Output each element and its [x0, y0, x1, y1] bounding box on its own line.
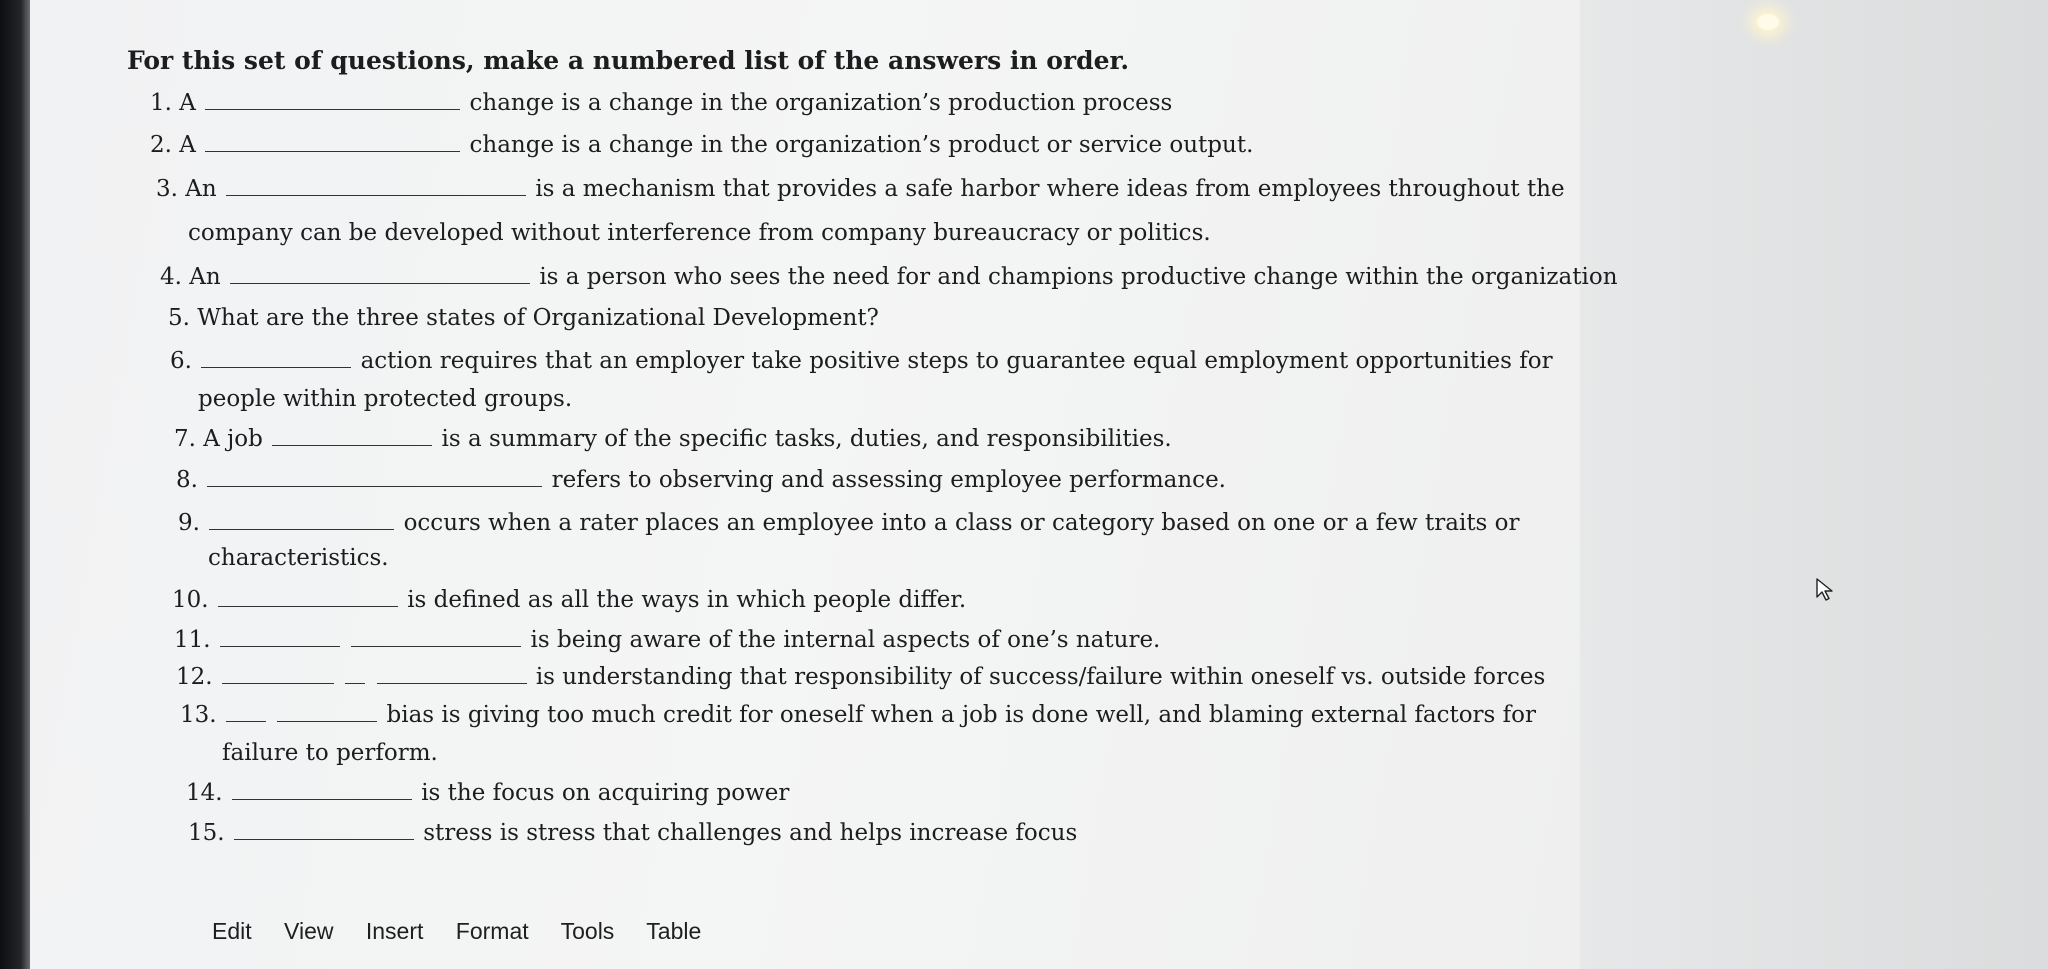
question-9-continuation: characteristics.	[208, 545, 389, 571]
answer-blank[interactable]	[207, 466, 542, 487]
question-11	[174, 625, 1160, 655]
question-3-continuation: company can be developed without interference from company bureaucracy or politics.	[188, 220, 1211, 246]
answer-blank[interactable]	[226, 701, 266, 722]
question-number: 11.	[174, 627, 211, 653]
question-8	[176, 465, 1226, 495]
question-text: change is a change in the organization’s product or service output.	[469, 132, 1254, 158]
menu-format[interactable]: Format	[455, 918, 529, 944]
menu-tools[interactable]: Tools	[560, 918, 615, 944]
menu-edit[interactable]: Edit	[212, 918, 252, 944]
question-text: refers to observing and assessing employee performance.	[551, 467, 1226, 493]
answer-blank[interactable]	[351, 626, 521, 647]
question-number: 6.	[170, 348, 192, 374]
screen-glare	[1757, 14, 1779, 30]
question-number: 7. A job	[174, 426, 263, 452]
answer-blank[interactable]	[377, 663, 527, 684]
mouse-pointer-icon	[1815, 578, 1835, 602]
editor-menu-bar	[212, 918, 727, 945]
answer-blank[interactable]	[232, 779, 412, 800]
question-number: 5.	[168, 305, 190, 331]
question-number: 8.	[176, 467, 198, 493]
instructions-heading: For this set of questions, make a numbered list of the answers in order.	[127, 46, 1130, 75]
question-number: 12.	[176, 664, 213, 690]
answer-blank[interactable]	[272, 425, 432, 446]
answer-blank[interactable]	[201, 347, 351, 368]
question-number: 3. An	[156, 176, 217, 202]
question-1	[150, 88, 1172, 118]
question-text: is a mechanism that provides a safe harbor where ideas from employees throughout the	[535, 176, 1565, 202]
answer-blank[interactable]	[209, 509, 394, 530]
question-text: is understanding that responsibility of success/failure within oneself vs. outside forces	[535, 664, 1546, 690]
menu-insert[interactable]: Insert	[365, 918, 424, 944]
question-number: 9.	[178, 510, 200, 536]
question-number: 13.	[180, 702, 217, 728]
question-number: 1. A	[150, 90, 196, 116]
question-text: is a summary of the specific tasks, duties, and responsibilities.	[441, 426, 1172, 452]
question-text: What are the three states of Organizational Development?	[197, 305, 879, 331]
question-text: is a person who sees the need for and champions productive change within the organization	[539, 264, 1618, 290]
question-text: stress is stress that challenges and helps increase focus	[423, 820, 1078, 846]
answer-blank[interactable]	[345, 663, 365, 684]
question-3	[156, 174, 1565, 204]
question-number: 14.	[186, 780, 223, 806]
question-6	[170, 346, 1553, 376]
question-9	[178, 508, 1520, 538]
question-14	[186, 778, 789, 808]
question-13-continuation: failure to perform.	[222, 740, 438, 766]
question-number: 15.	[188, 820, 225, 846]
question-text: occurs when a rater places an employee into a class or category based on one or a few traits or	[403, 510, 1520, 536]
question-2	[150, 130, 1253, 160]
answer-blank[interactable]	[277, 701, 377, 722]
question-5	[168, 303, 879, 333]
question-text: change is a change in the organization’s production process	[469, 90, 1173, 116]
answer-blank[interactable]	[218, 586, 398, 607]
question-13	[180, 700, 1536, 730]
question-text: bias is giving too much credit for oneself when a job is done well, and blaming external factors for	[386, 702, 1537, 728]
question-10	[172, 585, 966, 615]
question-4	[160, 262, 1618, 292]
answer-blank[interactable]	[230, 263, 530, 284]
question-text: is the focus on acquiring power	[421, 780, 790, 806]
question-number: 4. An	[160, 264, 221, 290]
document-margin-area	[1580, 0, 2048, 969]
answer-blank[interactable]	[205, 89, 460, 110]
answer-blank[interactable]	[226, 175, 526, 196]
question-text: is defined as all the ways in which people differ.	[407, 587, 967, 613]
answer-blank[interactable]	[220, 626, 340, 647]
answer-blank[interactable]	[205, 131, 460, 152]
screen-bezel	[0, 0, 30, 969]
question-7	[174, 424, 1172, 454]
question-12	[176, 662, 1545, 692]
question-number: 10.	[172, 587, 209, 613]
question-6-continuation: people within protected groups.	[198, 386, 573, 412]
question-number: 2. A	[150, 132, 196, 158]
menu-view[interactable]: View	[284, 918, 334, 944]
question-15	[188, 818, 1077, 848]
answer-blank[interactable]	[222, 663, 334, 684]
menu-table[interactable]: Table	[646, 918, 702, 944]
answer-blank[interactable]	[234, 819, 414, 840]
question-text: is being aware of the internal aspects of one’s nature.	[530, 627, 1161, 653]
question-text: action requires that an employer take positive steps to guarantee equal employment opportunities for	[360, 348, 1553, 374]
